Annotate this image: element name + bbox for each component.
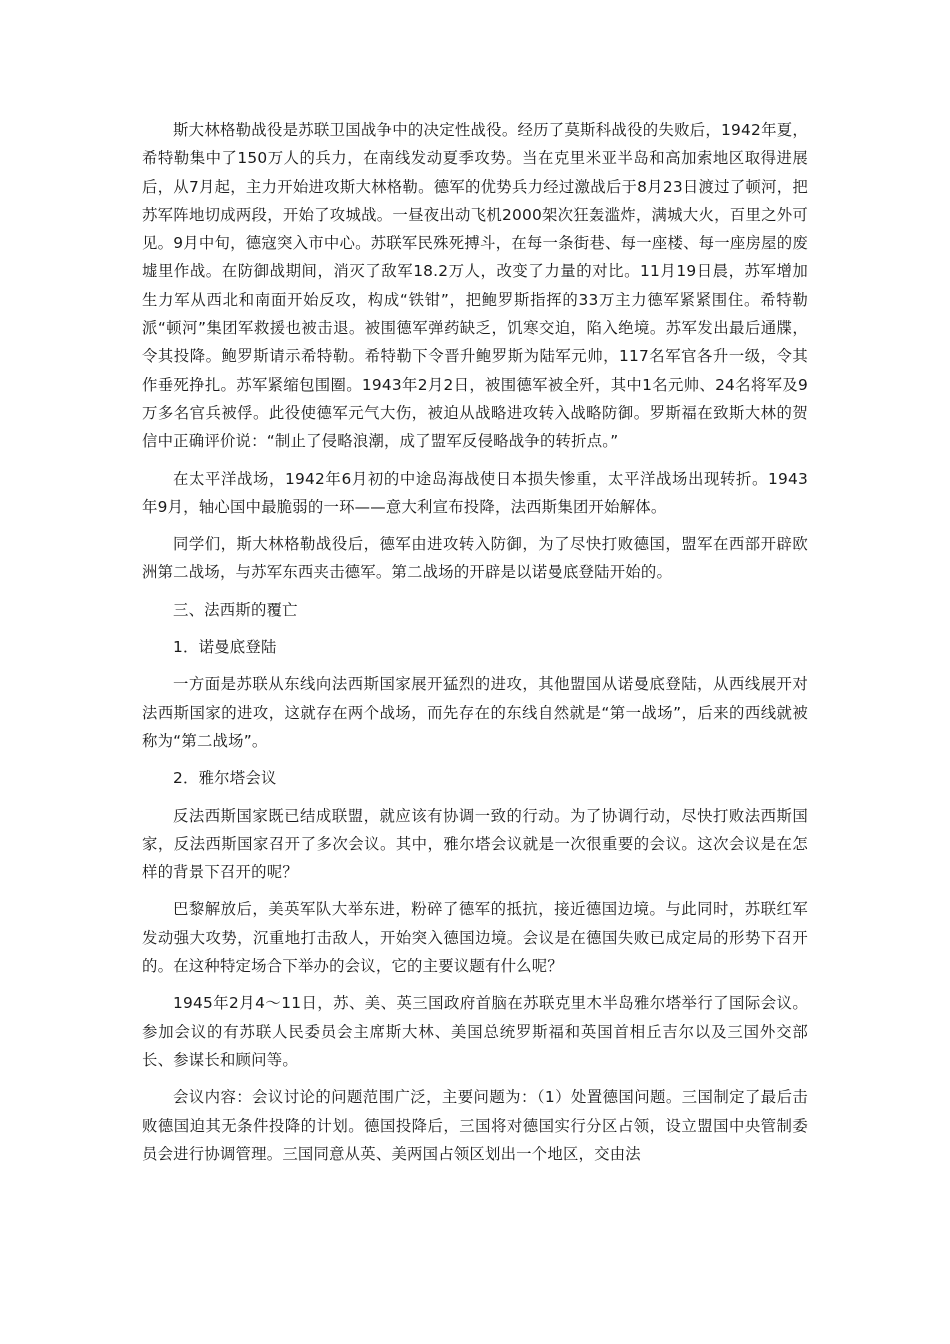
section-heading-fascism-fall: 三、法西斯的覆亡 [173,600,298,619]
paragraph-stalingrad: 斯大林格勒战役是苏联卫国战争中的决定性战役。经历了莫斯科战役的失败后，1942年夏，希特勒集中了150万人的兵力，在南线发动夏季攻势。当在克里米亚半岛和高加索地区取得进展后，从7月起，主力开始进攻斯大林格勒。德军的优势兵力经过激战后于8月23日渡过了顿河，把苏军阵地切成两段，开始了攻城战。一昼夜出动飞机2000架次狂轰滥炸，满城大火，百里之外可见。9月中旬，德寇突入市中心。苏联军民殊死搏斗，在每一条街巷、每一座楼、每一座房屋的废墟里作战。在防御战期间，消灭了敌军18.2万人，改变了力量的对比。11月19日晨，苏军增加生力军从西北和南面开始反攻，构成“铁钳”，把鲍罗斯指挥的33万主力德军紧紧围住。希特勒派“顿河”集团军救援也被击退。被围德军弹药缺乏，饥寒交迫，陷入绝境。苏军发出最后通牒，令其投降。鲍罗斯请示希特勒。希特勒下令晋升鲍罗斯为陆军元帅，117名军官各升一级，令其作垂死挣扎。苏军紧缩包围圈。1943年2月2日，被围德军被全歼，其中1名元帅、24名将军及9万多名官兵被俘。此役使德军元气大伤，被迫从战略进攻转入战略防御。罗斯福在致斯大林的贺信中正确评价说：“制止了侵略浪潮，成了盟军反侵略战争的转折点。” [142,121,808,451]
subheading-yalta: 2．雅尔塔会议 [173,769,277,788]
document-body [142,116,808,1177]
paragraph-normandy: 一方面是苏联从东线向法西斯国家展开猛烈的进攻，其他盟国从诺曼底登陆，从西线展开对法西斯国家的进攻，这就存在两个战场，而先存在的东线自然就是“第一战场”，后来的西线就被称为“第二战场”。 [142,675,808,750]
paragraph-yalta-background: 巴黎解放后，美英军队大举东进，粉碎了德军的抵抗，接近德国边境。与此同时，苏联红军发动强大攻势，沉重地打击敌人，开始突入德国边境。会议是在德国失败已成定局的形势下召开的。在这种特定场合下举办的会议，它的主要议题有什么呢？ [142,900,808,976]
paragraph-pacific: 在太平洋战场，1942年6月初的中途岛海战使日本损失惨重，太平洋战场出现转折。1943年9月，轴心国中最脆弱的一环——意大利宣布投降，法西斯集团开始解体。 [142,469,808,516]
subheading-normandy: 1．诺曼底登陆 [173,638,277,657]
paragraph-second-front: 同学们，斯大林格勒战役后，德军由进攻转入防御，为了尽快打败德国，盟军在西部开辟欧洲第二战场，与苏军东西夹击德军。第二战场的开辟是以诺曼底登陆开始的。 [142,535,808,582]
paragraph-yalta-content: 会议内容：会议讨论的问题范围广泛，主要问题为：（1）处置德国问题。三国制定了最后击败德国迫其无条件投降的计划。德国投降后，三国将对德国实行分区占领，设立盟国中央管制委员会进行协调管理。三国同意从英、美两国占领区划出一个地区，交由法 [142,1088,808,1163]
paragraph-yalta-participants: 1945年2月4～11日，苏、美、英三国政府首脑在苏联克里木半岛雅尔塔举行了国际会议。参加会议的有苏联人民委员会主席斯大林、美国总统罗斯福和英国首相丘吉尔以及三国外交部长、参谋长和顾问等。 [142,994,808,1069]
paragraph-yalta-intro: 反法西斯国家既已结成联盟，就应该有协调一致的行动。为了协调行动，尽快打败法西斯国家，反法西斯国家召开了多次会议。其中，雅尔塔会议就是一次很重要的会议。这次会议是在怎样的背景下召开的呢？ [142,806,808,882]
